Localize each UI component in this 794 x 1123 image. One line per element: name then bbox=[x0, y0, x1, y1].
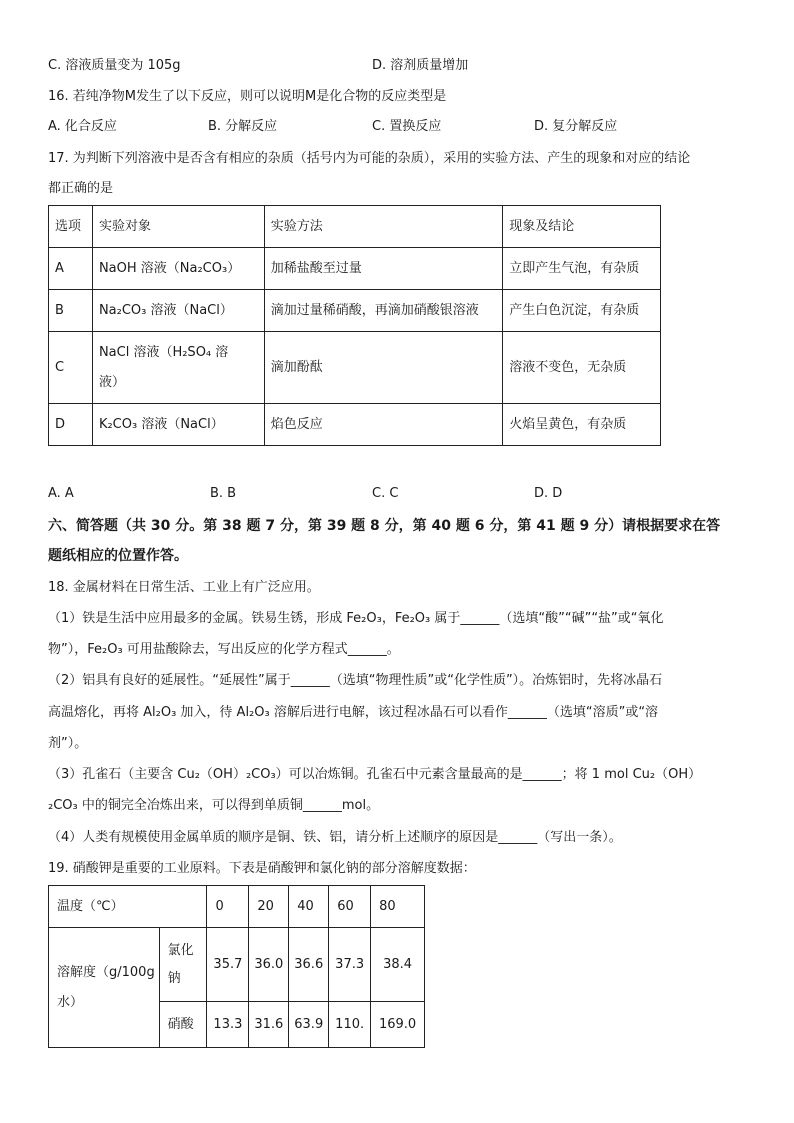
q16-option-c: C. 置换反应 bbox=[372, 119, 442, 134]
q17-option-c: C. C bbox=[372, 486, 399, 501]
row-result: 立即产生气泡，有杂质 bbox=[503, 248, 661, 290]
solubility-label bbox=[49, 928, 160, 1048]
row-result: 溶液不变色，无杂质 bbox=[503, 332, 661, 404]
table-row bbox=[49, 404, 661, 446]
header-result: 现象及结论 bbox=[503, 206, 661, 248]
temperature-cell: 40 bbox=[289, 886, 329, 928]
q18-part2-line1: （2）铝具有良好的延展性。“延展性”属于______（选填“物理性质”或“化学性质”）。冶炼铝时，先将冰晶石 bbox=[48, 673, 663, 688]
option-d: D. 溶剂质量增加 bbox=[372, 58, 469, 73]
solubility-label-line1: 溶解度（g/100g bbox=[57, 964, 155, 980]
row-object: Na₂CO₃ 溶液（NaCl） bbox=[92, 290, 264, 332]
q16-option-d: D. 复分解反应 bbox=[534, 119, 618, 134]
header-object: 实验对象 bbox=[92, 206, 264, 248]
temperature-cell: 60 bbox=[329, 886, 371, 928]
q18-part1-line1: （1）铁是生活中应用最多的金属。铁易生锈，形成 Fe₂O₃，Fe₂O₃ 属于______（选填“酸”“碱”“盐”或“氧化 bbox=[48, 611, 664, 626]
nacl-label-line2: 钠 bbox=[167, 970, 181, 986]
solubility-label-line2: 水） bbox=[57, 994, 84, 1010]
q17-stem-line1: 17. 为判断下列溶液中是否含有相应的杂质（括号内为可能的杂质），采用的实验方法、产生的现象和对应的结论 bbox=[48, 151, 691, 166]
temperature-cell: 80 bbox=[371, 886, 425, 928]
row-result: 火焰呈黄色，有杂质 bbox=[503, 404, 661, 446]
q17-stem-line2: 都正确的是 bbox=[48, 181, 114, 196]
kno3-label: 硝酸 bbox=[159, 1002, 207, 1048]
table-row bbox=[49, 290, 661, 332]
q18-part1-line2: 物”），Fe₂O₃ 可用盐酸除去，写出反应的化学方程式______。 bbox=[48, 642, 400, 657]
row-option: C bbox=[49, 332, 93, 404]
header-method: 实验方法 bbox=[264, 206, 503, 248]
row-method: 滴加酚酞 bbox=[264, 332, 503, 404]
row-object bbox=[92, 332, 264, 404]
temperature-label: 温度（℃） bbox=[49, 886, 207, 928]
section6-heading-line1: 六、简答题（共 30 分。第 38 题 7 分，第 39 题 8 分，第 40 题 6 分，第 41 题 9 分）请根据要求在答 bbox=[48, 518, 721, 534]
row-option: A bbox=[49, 248, 93, 290]
temperature-cell: 20 bbox=[249, 886, 289, 928]
q18-part3-line2: ₂CO₃ 中的铜完全冶炼出来，可以得到单质铜______mol。 bbox=[48, 798, 380, 813]
nacl-row bbox=[49, 928, 425, 1002]
kno3-value: 31.6 bbox=[249, 1002, 289, 1048]
row-method: 滴加过量稀硝酸，再滴加硝酸银溶液 bbox=[264, 290, 503, 332]
q16-option-b: B. 分解反应 bbox=[208, 119, 278, 134]
q18-stem: 18. 金属材料在日常生活、工业上有广泛应用。 bbox=[48, 580, 320, 595]
kno3-value: 63.9 bbox=[289, 1002, 329, 1048]
q16-option-a: A. 化合反应 bbox=[48, 119, 117, 134]
q18-part4: （4）人类有规模使用金属单质的顺序是铜、铁、铝，请分析上述顺序的原因是______（写出一条）。 bbox=[48, 830, 622, 845]
row-option: D bbox=[49, 404, 93, 446]
row-object: K₂CO₃ 溶液（NaCl） bbox=[92, 404, 264, 446]
row-result: 产生白色沉淀，有杂质 bbox=[503, 290, 661, 332]
kno3-value: 110. bbox=[329, 1002, 371, 1048]
q17-option-a: A. A bbox=[48, 486, 74, 501]
q16-stem: 16. 若纯净物M发生了以下反应，则可以说明M是化合物的反应类型是 bbox=[48, 89, 447, 104]
row-method: 加稀盐酸至过量 bbox=[264, 248, 503, 290]
q17-option-d: D. D bbox=[534, 486, 563, 501]
temperature-row bbox=[49, 886, 425, 928]
nacl-value: 36.6 bbox=[289, 928, 329, 1002]
nacl-label bbox=[159, 928, 207, 1002]
row-object-line2: 液） bbox=[98, 374, 125, 390]
table-row bbox=[49, 332, 661, 404]
q17-option-b: B. B bbox=[210, 486, 237, 501]
nacl-value: 37.3 bbox=[329, 928, 371, 1002]
nacl-label-line1: 氯化 bbox=[167, 942, 194, 958]
nacl-value: 35.7 bbox=[207, 928, 249, 1002]
option-c: C. 溶液质量变为 105g bbox=[48, 58, 181, 73]
temperature-cell: 0 bbox=[207, 886, 249, 928]
row-method: 焰色反应 bbox=[264, 404, 503, 446]
kno3-value: 13.3 bbox=[207, 1002, 249, 1048]
row-option: B bbox=[49, 290, 93, 332]
kno3-value: 169.0 bbox=[371, 1002, 425, 1048]
header-option: 选项 bbox=[49, 206, 93, 248]
table-row bbox=[49, 248, 661, 290]
q18-part2-line2: 高温熔化，再将 Al₂O₃ 加入，待 Al₂O₃ 溶解后进行电解，该过程冰晶石可以看作______（选填“溶质”或“溶 bbox=[48, 705, 659, 720]
q17-table bbox=[48, 205, 661, 446]
q19-table bbox=[48, 885, 425, 1048]
section6-heading-line2: 题纸相应的位置作答。 bbox=[48, 548, 188, 564]
row-object-line1: NaCl 溶液（H₂SO₄ 溶 bbox=[98, 344, 229, 360]
table-header-row bbox=[49, 206, 661, 248]
row-object: NaOH 溶液（Na₂CO₃） bbox=[92, 248, 264, 290]
q19-stem: 19. 硝酸钾是重要的工业原料。下表是硝酸钾和氯化钠的部分溶解度数据： bbox=[48, 861, 476, 876]
q18-part2-line3: 剂”）。 bbox=[48, 736, 88, 751]
q18-part3-line1: （3）孔雀石（主要含 Cu₂（OH）₂CO₃）可以冶炼铜。孔雀石中元素含量最高的是______；将 1 mol Cu₂（OH） bbox=[48, 767, 702, 782]
nacl-value: 36.0 bbox=[249, 928, 289, 1002]
nacl-value: 38.4 bbox=[371, 928, 425, 1002]
